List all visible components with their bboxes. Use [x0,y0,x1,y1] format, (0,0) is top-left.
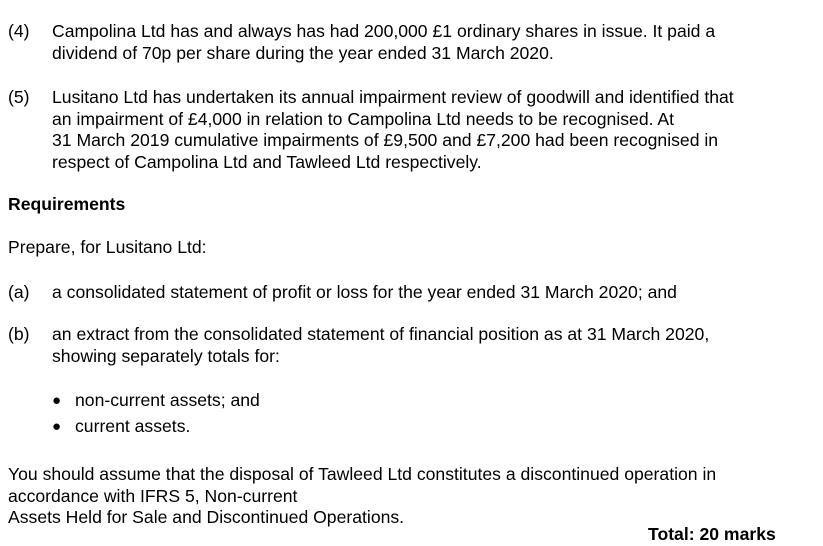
requirement-a [8,282,798,304]
prepare-line: Prepare, for Lusitano Ltd: [8,237,207,257]
requirement-a-number: (a) [8,282,30,302]
requirement-a-text [52,282,798,304]
note-5-text [52,87,798,173]
requirement-b [8,324,798,367]
assumption-paragraph [8,464,808,529]
bullet-item [52,416,752,438]
requirement-b-text [52,324,798,367]
note-5-line: respect of Campolina Ltd and Tawleed Ltd respectively. [52,151,482,172]
bullet-icon: ● [52,418,62,435]
requirement-b-line: an extract from the consolidated statement of financial position as at 31 March 2020, [52,324,710,344]
bullet-icon: ● [52,392,62,409]
requirement-b-number: (b) [8,324,30,344]
bullet-text: current assets. [75,416,191,436]
note-4-line: Campolina Ltd has and always has had 200,000 £1 ordinary shares in issue. It paid a [52,21,716,41]
note-4 [8,21,798,64]
note-4-number: (4) [8,21,30,41]
note-5-line: 31 March 2019 cumulative impairments of £9,500 and £7,200 had been recognised in [52,130,719,150]
total-marks: Total: 20 marks [648,524,776,544]
assumption-line: You should assume that the disposal of Tawleed Ltd constitutes a discontinued operation in [8,464,717,484]
note-4-line: dividend of 70p per share during the year ended 31 March 2020. [52,42,554,63]
note-5-line: an impairment of £4,000 in relation to Campolina Ltd needs to be recognised. At [52,108,675,129]
note-5-line: Lusitano Ltd has undertaken its annual impairment review of goodwill and identified that [52,87,734,107]
bullet-text: non-current assets; and [75,390,260,410]
note-5-number: (5) [8,87,30,107]
assumption-line: Assets Held for Sale and Discontinued Operations. [8,507,405,527]
requirements-heading: Requirements [8,194,126,214]
assumption-line: accordance with IFRS 5, Non-current [8,485,298,506]
requirement-a-line: a consolidated statement of profit or loss for the year ended 31 March 2020; and [52,282,677,302]
note-5 [8,87,798,173]
bullet-item [52,390,752,412]
requirement-b-line: showing separately totals for: [52,345,280,366]
note-4-text [52,21,798,64]
